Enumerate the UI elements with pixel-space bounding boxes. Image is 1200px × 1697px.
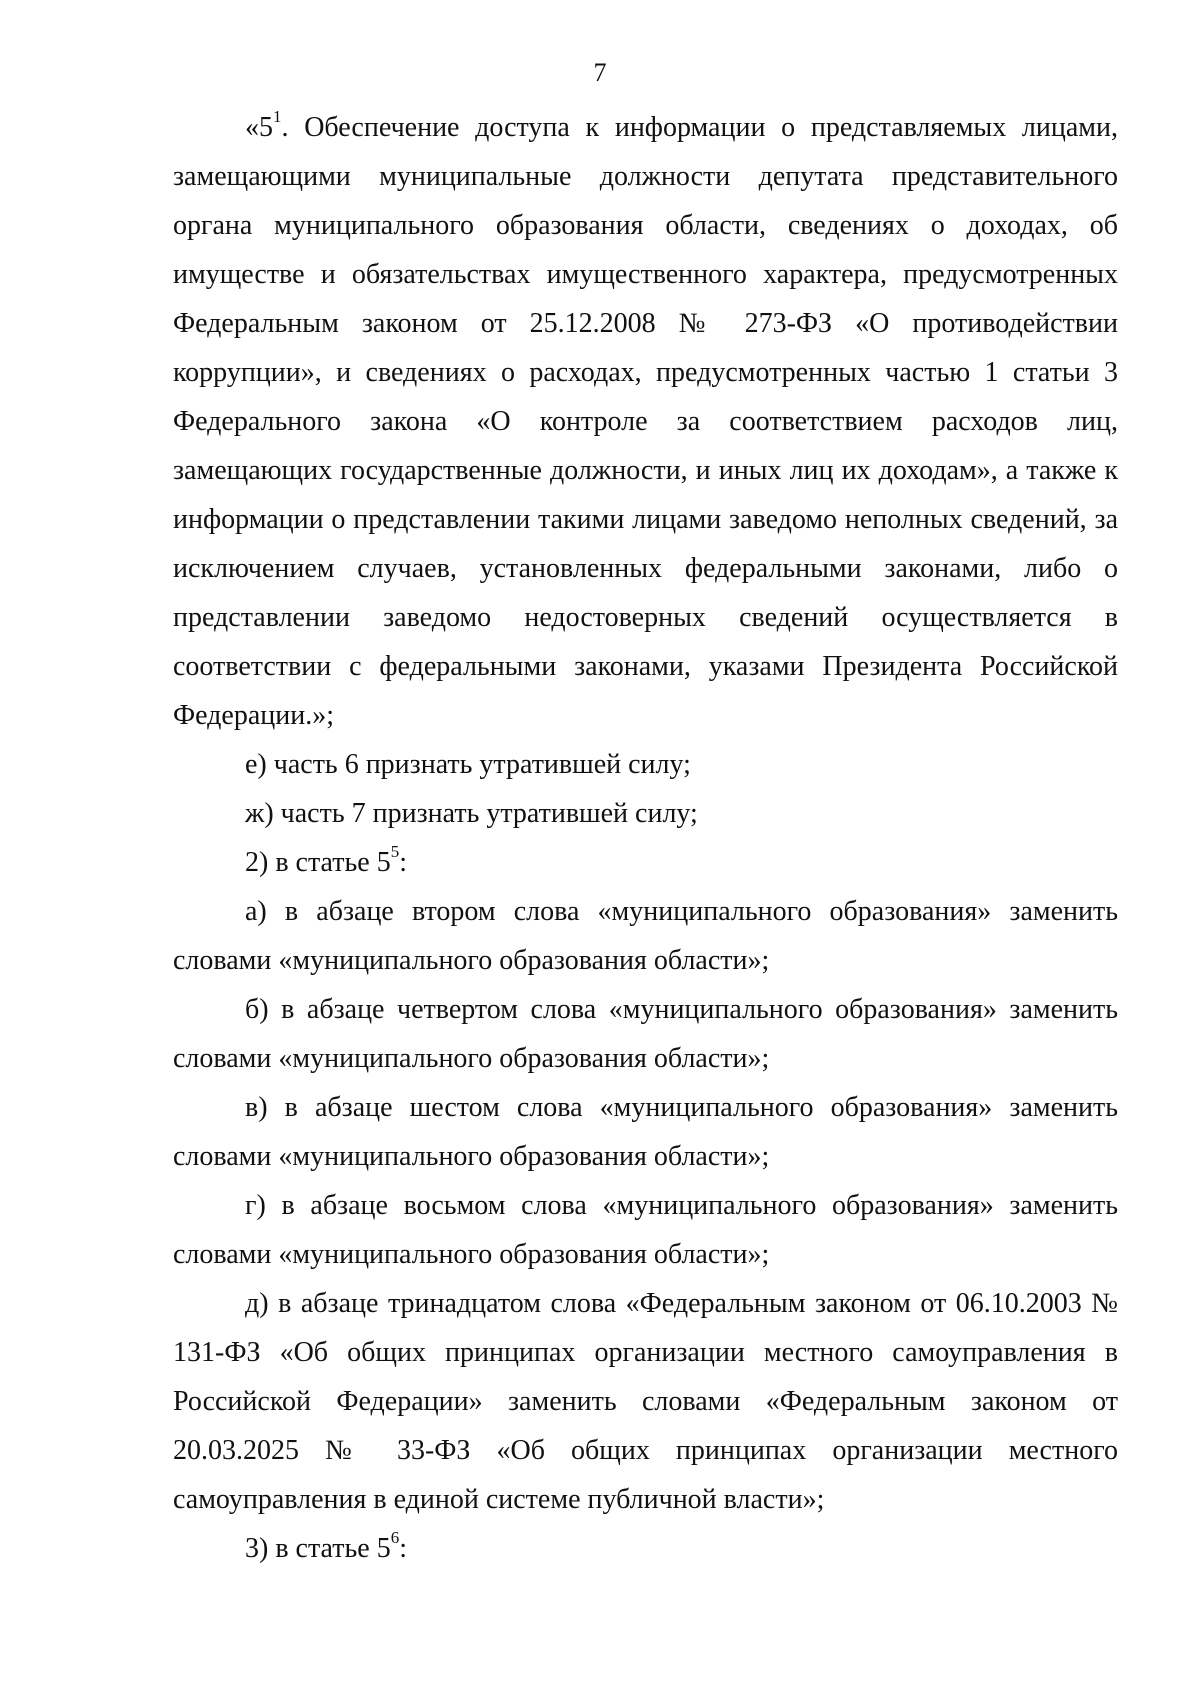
paragraph-text: . Обеспечение доступа к информации о представляемых лицами, замещающими муниципальные должности депутата представительного органа муниципального образования области, сведениях о доходах, об имуществе и обязательствах имущественного характера, предусмотренных Федеральным законом от 25.12.2008 № 273-ФЗ «О противодействии коррупции», и сведениях о расходах, предусмотренных частью 1 статьи 3 Федерального закона «О контроле за соответствием расходов лиц, замещающих государственные должности, и иных лиц их доходам», а также к информации о представлении такими лицами заведомо неполных сведений, за исключением случаев, установленных федеральными законами, либо о представлении заведомо недостоверных сведений осуществляется в соответствии с федеральными законами, указами Президента Российской Федерации.»;: [173, 112, 1118, 731]
paragraph-item-a: а) в абзаце втором слова «муниципального образования» заменить словами «муниципального образования области»;: [173, 896, 1118, 976]
paragraph-text: :: [399, 1533, 407, 1564]
article-reference: 3) в статье 5: [245, 1533, 391, 1564]
paragraph-article-5-6: [173, 1524, 1118, 1573]
paragraph-item-g: г) в абзаце восьмом слова «муниципального образования» заменить словами «муниципального образования области»;: [173, 1190, 1118, 1270]
document-body: [173, 103, 1118, 1573]
superscript: 5: [390, 841, 400, 861]
paragraph-item-e: е) часть 6 признать утратившей силу;: [245, 749, 691, 780]
paragraph-article-5-1: [173, 103, 1118, 740]
paragraph-article-5-5: [173, 838, 1118, 887]
paragraph-text: :: [399, 847, 407, 878]
superscript: 6: [390, 1527, 400, 1547]
paragraph-item-zh: ж) часть 7 признать утратившей силу;: [245, 798, 698, 829]
article-number: «5: [245, 112, 273, 143]
page-number: 7: [593, 58, 607, 87]
article-reference: 2) в статье 5: [245, 847, 391, 878]
paragraph-item-d: д) в абзаце тринадцатом слова «Федеральным законом от 06.10.2003 № 131-ФЗ «Об общих принципах организации местного самоуправления в Российской Федерации» заменить словами «Федеральным законом от 20.03.2025 № 33-ФЗ «Об общих принципах организации местного самоуправления в единой системе публичной власти»;: [173, 1288, 1118, 1515]
superscript: 1: [273, 106, 282, 126]
paragraph-item-v: в) в абзаце шестом слова «муниципального образования» заменить словами «муниципального образования области»;: [173, 1092, 1118, 1172]
paragraph-item-b: б) в абзаце четвертом слова «муниципального образования» заменить словами «муниципального образования области»;: [173, 994, 1118, 1074]
